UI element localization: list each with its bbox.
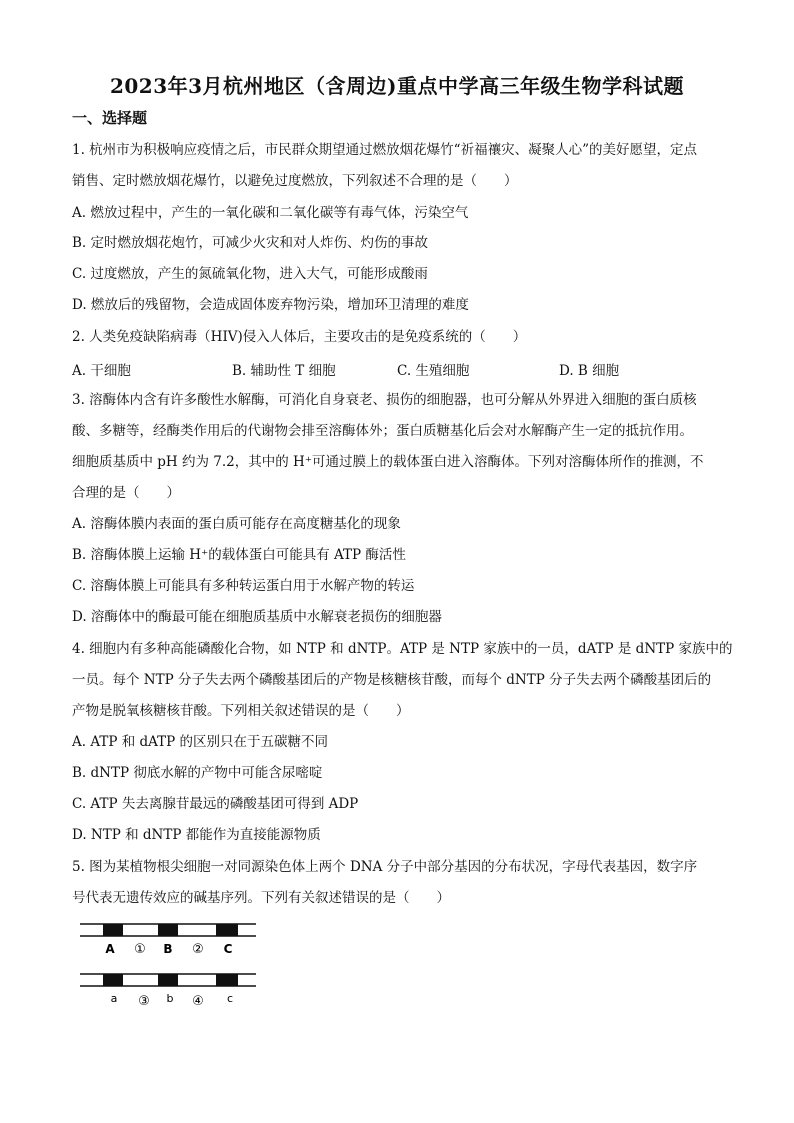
label-A: A xyxy=(105,942,115,956)
q3-stem-line-3: 细胞质基质中 pH 约为 7.2，其中的 H⁺可通过膜上的载体蛋白进入溶酶体。下列对溶酶体所作的推测，不 xyxy=(72,454,704,470)
gene-segment-c xyxy=(216,974,238,986)
q4-option-b: B. dNTP 彻底水解的产物中可能含尿嘧啶 xyxy=(72,765,323,781)
q5-stem-line-1: 5. 图为某植物根尖细胞一对同源染色体上两个 DNA 分子中部分基因的分布状况，字母代表基因，数字序 xyxy=(72,859,698,875)
gene-segment-a xyxy=(103,974,123,986)
section-heading: 一、选择题 xyxy=(72,109,148,127)
q4-stem-line-3: 产物是脱氧核糖核苷酸。下列相关叙述错误的是（ ） xyxy=(72,703,410,719)
q4-option-a: A. ATP 和 dATP 的区别只在于五碳糖不同 xyxy=(72,734,329,750)
q1-option-a: A. 燃放过程中，产生的一氧化碳和二氧化碳等有毒气体，污染空气 xyxy=(72,205,469,221)
q2-option-d: D. B 细胞 xyxy=(559,363,620,379)
q1-option-c: C. 过度燃放，产生的氮硫氧化物，进入大气，可能形成酸雨 xyxy=(72,266,428,282)
label-3: ③ xyxy=(138,994,150,1009)
q2-option-b: B. 辅助性 T 细胞 xyxy=(232,363,336,379)
gene-segment-C xyxy=(216,924,238,936)
q3-stem-line-4: 合理的是（ ） xyxy=(72,485,180,501)
q2-option-a: A. 干细胞 xyxy=(72,363,131,379)
q1-option-d: D. 燃放后的残留物，会造成固体废弃物污染，增加环卫清理的难度 xyxy=(72,297,469,313)
q3-option-a: A. 溶酶体膜内表面的蛋白质可能存在高度糖基化的现象 xyxy=(72,516,401,532)
dna-molecule-bottom xyxy=(80,974,256,1009)
page-title: 2023年3月杭州地区（含周边)重点中学高三年级生物学科试题 xyxy=(109,74,685,98)
label-C: C xyxy=(223,942,233,956)
label-B: B xyxy=(163,942,173,956)
label-c: c xyxy=(226,992,234,1005)
label-b: b xyxy=(166,992,174,1005)
q4-stem-line-1: 4. 细胞内有多种高能磷酸化合物，如 NTP 和 dNTP。ATP 是 NTP 家族中的一员，dATP 是 dNTP 家族中的 xyxy=(72,641,733,657)
label-1: ① xyxy=(134,942,146,957)
q3-option-c: C. 溶酶体膜上可能具有多种转运蛋白用于水解产物的转运 xyxy=(72,578,415,594)
q4-stem-line-2: 一员。每个 NTP 分子失去两个磷酸基团后的产物是核糖核苷酸，而每个 dNTP 分子失去两个磷酸基团后的 xyxy=(72,672,712,688)
label-4: ④ xyxy=(192,994,204,1009)
q2-stem: 2. 人类免疫缺陷病毒（HIV)侵入人体后，主要攻击的是免疫系统的（ ） xyxy=(72,329,527,345)
q2-option-c: C. 生殖细胞 xyxy=(397,363,470,379)
dna-gene-figure xyxy=(78,918,268,1018)
q1-stem-line-2: 销售、定时燃放烟花爆竹，以避免过度燃放，下列叙述不合理的是（ ） xyxy=(72,173,518,189)
gene-segment-A xyxy=(103,924,123,936)
q3-option-d: D. 溶酶体中的酶最可能在细胞质基质中水解衰老损伤的细胞器 xyxy=(72,609,442,625)
q1-stem-line-1: 1. 杭州市为积极响应疫情之后，市民群众期望通过燃放烟花爆竹“祈福禳灾、凝聚人心”的美好愿望，定点 xyxy=(72,142,697,158)
q1-option-b: B. 定时燃放烟花炮竹，可减少火灾和对人炸伤、灼伤的事故 xyxy=(72,235,429,251)
gene-segment-b xyxy=(158,974,178,986)
q3-stem-line-1: 3. 溶酶体内含有许多酸性水解酶，可消化自身衰老、损伤的细胞器，也可分解从外界进入细胞的蛋白质核 xyxy=(72,392,697,408)
q4-option-d: D. NTP 和 dNTP 都能作为直接能源物质 xyxy=(72,827,321,843)
q5-stem-line-2: 号代表无遗传效应的碱基序列。下列有关叙述错误的是（ ） xyxy=(72,890,450,906)
label-2: ② xyxy=(192,942,204,957)
label-a: a xyxy=(110,992,118,1005)
q3-stem-line-2: 酸、多糖等，经酶类作用后的代谢物会排至溶酶体外；蛋白质糖基化后会对水解酶产生一定的抵抗作用。 xyxy=(72,423,693,439)
dna-molecule-top xyxy=(80,924,256,957)
gene-segment-B xyxy=(158,924,178,936)
q3-option-b: B. 溶酶体膜上运输 H⁺的载体蛋白可能具有 ATP 酶活性 xyxy=(72,547,406,563)
q4-option-c: C. ATP 失去离腺苷最远的磷酸基团可得到 ADP xyxy=(72,796,359,812)
